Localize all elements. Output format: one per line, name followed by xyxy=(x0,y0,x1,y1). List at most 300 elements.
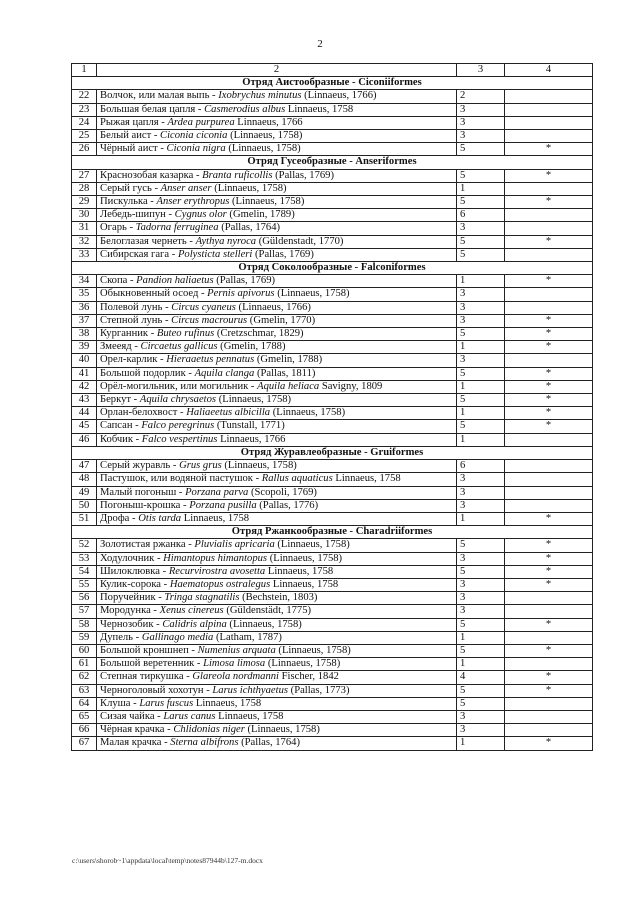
table-row xyxy=(72,486,593,499)
russian-name: Полевой лунь - xyxy=(100,301,172,313)
table-row xyxy=(72,460,593,473)
latin-name: Recurvirostra avosetta xyxy=(168,565,266,577)
russian-name: Скопа - xyxy=(100,275,137,287)
row-number: 23 xyxy=(72,103,97,116)
species-name-cell xyxy=(97,288,457,301)
species-name-cell xyxy=(97,209,457,222)
row-number: 39 xyxy=(72,341,97,354)
latin-name: Cygnus olor xyxy=(174,209,227,221)
row-number: 40 xyxy=(72,354,97,367)
row-number: 47 xyxy=(72,460,97,473)
row-number: 60 xyxy=(72,644,97,657)
author-citation: Linnaeus, 1758 xyxy=(270,578,339,590)
russian-name: Беркут - xyxy=(100,394,140,406)
species-name-cell xyxy=(97,433,457,446)
red-book-mark: * xyxy=(505,169,593,182)
status-category: 4 xyxy=(457,671,505,684)
status-category: 1 xyxy=(457,275,505,288)
table-row xyxy=(72,103,593,116)
red-book-mark xyxy=(505,433,593,446)
red-book-mark xyxy=(505,103,593,116)
red-book-mark xyxy=(505,209,593,222)
section-title: Отряд Аистообразные - Ciconiiformes xyxy=(72,77,593,90)
table-row xyxy=(72,552,593,565)
table-row xyxy=(72,697,593,710)
author-citation: Linnaeus, 1766 xyxy=(234,116,303,128)
row-number: 49 xyxy=(72,486,97,499)
red-book-mark xyxy=(505,605,593,618)
status-category: 3 xyxy=(457,605,505,618)
russian-name: Клуша - xyxy=(100,697,140,709)
latin-name: Gallinago media xyxy=(141,631,214,643)
species-name-cell xyxy=(97,103,457,116)
red-book-mark: * xyxy=(505,314,593,327)
species-name-cell xyxy=(97,539,457,552)
russian-name: Поручейник - xyxy=(100,592,165,604)
table-row xyxy=(72,209,593,222)
latin-name: Circus cyaneus xyxy=(171,301,236,313)
author-citation: (Linnaeus, 1758) xyxy=(226,618,302,630)
russian-name: Большая белая цапля - xyxy=(100,103,205,115)
russian-name: Шилоклювка - xyxy=(100,565,169,577)
latin-name: Ardea purpurea xyxy=(167,116,235,128)
species-name-cell xyxy=(97,130,457,143)
status-category: 3 xyxy=(457,592,505,605)
russian-name: Большой кроншнеп - xyxy=(100,644,198,656)
latin-name: Circaetus gallicus xyxy=(140,341,218,353)
latin-name: Pernis apivorus xyxy=(207,288,275,300)
species-name-cell xyxy=(97,697,457,710)
species-name-cell xyxy=(97,301,457,314)
species-name-cell xyxy=(97,341,457,354)
author-citation: (Gmelin, 1788) xyxy=(254,354,323,366)
status-category: 5 xyxy=(457,328,505,341)
species-name-cell xyxy=(97,710,457,723)
russian-name: Кобчик - xyxy=(100,433,142,445)
species-name-cell xyxy=(97,737,457,750)
status-category: 3 xyxy=(457,724,505,737)
author-citation: Savigny, 1809 xyxy=(319,380,383,392)
status-category: 6 xyxy=(457,209,505,222)
red-book-mark xyxy=(505,460,593,473)
page-number: 2 xyxy=(317,38,323,50)
latin-name: Pandion haliaetus xyxy=(136,275,214,287)
latin-name: Branta ruficollis xyxy=(202,169,273,181)
latin-name: Aythya nyroca xyxy=(195,235,257,247)
russian-name: Краснозобая казарка - xyxy=(100,169,203,181)
species-name-cell xyxy=(97,552,457,565)
table-row xyxy=(72,288,593,301)
species-name-cell xyxy=(97,182,457,195)
status-category: 3 xyxy=(457,116,505,129)
russian-name: Сизая чайка - xyxy=(100,710,164,722)
row-number: 30 xyxy=(72,209,97,222)
author-citation: (Linnaeus, 1758) xyxy=(225,143,301,155)
red-book-mark xyxy=(505,248,593,261)
table-row xyxy=(72,618,593,631)
red-book-mark xyxy=(505,130,593,143)
author-citation: Linnaeus, 1758 xyxy=(215,710,284,722)
status-category: 1 xyxy=(457,433,505,446)
status-category: 1 xyxy=(457,737,505,750)
russian-name: Обыкновенный осоед - xyxy=(100,288,208,300)
species-name-cell xyxy=(97,367,457,380)
russian-name: Малая крачка - xyxy=(100,737,171,749)
red-book-mark: * xyxy=(505,578,593,591)
section-header-row xyxy=(72,77,593,90)
red-book-mark xyxy=(505,499,593,512)
row-number: 33 xyxy=(72,248,97,261)
red-book-mark: * xyxy=(505,539,593,552)
russian-name: Волчок, или малая выпь - xyxy=(100,90,219,102)
table-row xyxy=(72,737,593,750)
species-name-cell xyxy=(97,684,457,697)
author-citation: (Pallas, 1769) xyxy=(213,275,276,287)
red-book-mark xyxy=(505,222,593,235)
red-book-mark: * xyxy=(505,552,593,565)
status-category: 3 xyxy=(457,552,505,565)
author-citation: (Gmelin, 1789) xyxy=(226,209,295,221)
russian-name: Кулик-сорока - xyxy=(100,578,170,590)
table-row xyxy=(72,380,593,393)
status-category: 5 xyxy=(457,644,505,657)
status-category: 6 xyxy=(457,460,505,473)
red-book-mark xyxy=(505,90,593,103)
latin-name: Limosa limosa xyxy=(203,658,266,670)
latin-name: Aquila heliaca xyxy=(257,380,320,392)
red-book-mark xyxy=(505,473,593,486)
table-row xyxy=(72,328,593,341)
species-name-cell xyxy=(97,222,457,235)
row-number: 56 xyxy=(72,592,97,605)
section-title: Отряд Гусеобразные - Anseriformes xyxy=(72,156,593,169)
red-book-mark xyxy=(505,116,593,129)
document-path-footer: c:\users\shorob~1\appdata\local\temp\notes87944b\127-m.docx xyxy=(72,856,263,865)
latin-name: Grus grus xyxy=(179,460,222,472)
row-number: 43 xyxy=(72,394,97,407)
red-book-mark: * xyxy=(505,341,593,354)
row-number: 63 xyxy=(72,684,97,697)
author-citation: (Linnaeus, 1758) xyxy=(265,658,341,670)
row-number: 51 xyxy=(72,512,97,525)
table-row xyxy=(72,407,593,420)
author-citation: (Pallas, 1776) xyxy=(256,499,319,511)
status-category: 5 xyxy=(457,618,505,631)
red-book-mark: * xyxy=(505,618,593,631)
row-number: 36 xyxy=(72,301,97,314)
species-name-cell xyxy=(97,473,457,486)
row-number: 29 xyxy=(72,196,97,209)
status-category: 1 xyxy=(457,512,505,525)
species-name-cell xyxy=(97,248,457,261)
species-name-cell xyxy=(97,671,457,684)
species-name-cell xyxy=(97,631,457,644)
table-row xyxy=(72,605,593,618)
author-citation: Linnaeus, 1758 xyxy=(332,473,401,485)
species-table-body xyxy=(72,64,593,751)
header-row xyxy=(72,64,593,77)
row-number: 28 xyxy=(72,182,97,195)
table-row xyxy=(72,565,593,578)
status-category: 5 xyxy=(457,565,505,578)
author-citation: (Pallas, 1764) xyxy=(238,737,300,749)
author-citation: (Linnaeus, 1766) xyxy=(235,301,311,313)
table-row xyxy=(72,433,593,446)
row-number: 52 xyxy=(72,539,97,552)
row-number: 22 xyxy=(72,90,97,103)
table-row xyxy=(72,631,593,644)
species-name-cell xyxy=(97,486,457,499)
red-book-mark: * xyxy=(505,143,593,156)
table-row xyxy=(72,341,593,354)
red-book-mark xyxy=(505,697,593,710)
status-category: 3 xyxy=(457,354,505,367)
author-citation: (Linnaeus, 1758) xyxy=(211,182,287,194)
author-citation: (Pallas, 1764) xyxy=(218,222,281,234)
author-citation: (Gmelin, 1770) xyxy=(247,314,316,326)
status-category: 1 xyxy=(457,341,505,354)
table-row xyxy=(72,130,593,143)
russian-name: Чернозобик - xyxy=(100,618,163,630)
red-book-mark: * xyxy=(505,380,593,393)
species-name-cell xyxy=(97,512,457,525)
table-row xyxy=(72,182,593,195)
russian-name: Большой веретенник - xyxy=(100,658,204,670)
latin-name: Casmerodius albus xyxy=(204,103,286,115)
russian-name: Орёл-могильник, или могильник - xyxy=(100,380,258,392)
status-category: 5 xyxy=(457,169,505,182)
latin-name: Glareola nordmanni xyxy=(192,671,280,683)
author-citation: (Linnaeus, 1758) xyxy=(227,130,303,142)
red-book-mark: * xyxy=(505,367,593,380)
table-row xyxy=(72,724,593,737)
red-book-mark xyxy=(505,354,593,367)
author-citation: (Cretzschmar, 1829) xyxy=(214,328,304,340)
species-name-cell xyxy=(97,407,457,420)
header-cell-2: 2 xyxy=(97,64,457,77)
latin-name: Otis tarda xyxy=(138,512,182,524)
table-row xyxy=(72,710,593,723)
table-row xyxy=(72,354,593,367)
species-name-cell xyxy=(97,275,457,288)
status-category: 3 xyxy=(457,301,505,314)
row-number: 64 xyxy=(72,697,97,710)
status-category: 5 xyxy=(457,394,505,407)
latin-name: Aquila clanga xyxy=(194,367,255,379)
russian-name: Малый погоныш - xyxy=(100,486,186,498)
latin-name: Larus canus xyxy=(163,710,216,722)
red-book-mark: * xyxy=(505,420,593,433)
russian-name: Сибирская гага - xyxy=(100,248,178,260)
table-row xyxy=(72,90,593,103)
status-category: 3 xyxy=(457,314,505,327)
russian-name: Степной лунь - xyxy=(100,314,172,326)
latin-name: Circus macrourus xyxy=(171,314,248,326)
row-number: 55 xyxy=(72,578,97,591)
red-book-mark: * xyxy=(505,684,593,697)
latin-name: Porzana pusilla xyxy=(189,499,257,511)
table-row xyxy=(72,301,593,314)
table-row xyxy=(72,143,593,156)
table-row xyxy=(72,658,593,671)
latin-name: Sterna albifrons xyxy=(170,737,239,749)
red-book-mark xyxy=(505,486,593,499)
author-citation: (Linnaeus, 1758) xyxy=(244,724,320,736)
red-book-mark: * xyxy=(505,671,593,684)
status-category: 3 xyxy=(457,222,505,235)
table-row xyxy=(72,169,593,182)
russian-name: Серый гусь - xyxy=(100,182,161,194)
section-header-row xyxy=(72,446,593,459)
species-name-cell xyxy=(97,380,457,393)
table-row xyxy=(72,644,593,657)
status-category: 5 xyxy=(457,196,505,209)
red-book-mark xyxy=(505,592,593,605)
table-row xyxy=(72,196,593,209)
latin-name: Porzana parva xyxy=(185,486,249,498)
author-citation: (Linnaeus, 1758) xyxy=(267,552,343,564)
author-citation: (Linnaeus, 1758) xyxy=(229,196,305,208)
status-category: 2 xyxy=(457,90,505,103)
species-name-cell xyxy=(97,724,457,737)
species-name-cell xyxy=(97,644,457,657)
species-name-cell xyxy=(97,565,457,578)
author-citation: (Güldenstadt, 1770) xyxy=(256,235,344,247)
status-category: 1 xyxy=(457,407,505,420)
author-citation: Linnaeus, 1758 xyxy=(285,103,354,115)
latin-name: Buteo rufinus xyxy=(156,328,215,340)
species-name-cell xyxy=(97,578,457,591)
row-number: 42 xyxy=(72,380,97,393)
red-book-mark: * xyxy=(505,394,593,407)
latin-name: Larus ichthyaetus xyxy=(212,684,289,696)
species-name-cell xyxy=(97,460,457,473)
row-number: 41 xyxy=(72,367,97,380)
row-number: 53 xyxy=(72,552,97,565)
section-header-row xyxy=(72,262,593,275)
row-number: 58 xyxy=(72,618,97,631)
row-number: 57 xyxy=(72,605,97,618)
russian-name: Сапсан - xyxy=(100,420,142,432)
species-name-cell xyxy=(97,116,457,129)
species-name-cell xyxy=(97,499,457,512)
species-name-cell xyxy=(97,196,457,209)
red-book-mark: * xyxy=(505,737,593,750)
red-book-mark: * xyxy=(505,644,593,657)
table-row xyxy=(72,235,593,248)
red-book-mark: * xyxy=(505,275,593,288)
section-title: Отряд Соколообразные - Falconiformes xyxy=(72,262,593,275)
russian-name: Чёрный аист - xyxy=(100,143,167,155)
status-category: 3 xyxy=(457,578,505,591)
header-cell-4: 4 xyxy=(505,64,593,77)
red-book-mark: * xyxy=(505,407,593,420)
russian-name: Рыжая цапля - xyxy=(100,116,168,128)
row-number: 34 xyxy=(72,275,97,288)
table-row xyxy=(72,592,593,605)
latin-name: Haliaeetus albicilla xyxy=(186,407,271,419)
author-citation: (Linnaeus, 1758) xyxy=(270,407,346,419)
latin-name: Xenus cinereus xyxy=(159,605,224,617)
author-citation: Linnaeus, 1758 xyxy=(193,697,262,709)
latin-name: Calidris alpina xyxy=(162,618,227,630)
author-citation: (Güldenstädt, 1775) xyxy=(223,605,312,617)
red-book-mark xyxy=(505,301,593,314)
red-book-mark xyxy=(505,724,593,737)
latin-name: Rallus aquaticus xyxy=(261,473,333,485)
red-book-mark xyxy=(505,710,593,723)
row-number: 61 xyxy=(72,658,97,671)
latin-name: Anser anser xyxy=(160,182,212,194)
species-name-cell xyxy=(97,658,457,671)
status-category: 3 xyxy=(457,288,505,301)
latin-name: Aquila chrysaetos xyxy=(139,394,217,406)
russian-name: Змееяд - xyxy=(100,341,141,353)
red-book-mark: * xyxy=(505,512,593,525)
status-category: 3 xyxy=(457,486,505,499)
latin-name: Haematopus ostralegus xyxy=(169,578,271,590)
table-row xyxy=(72,248,593,261)
table-row xyxy=(72,473,593,486)
red-book-mark xyxy=(505,182,593,195)
author-citation: Fischer, 1842 xyxy=(279,671,339,683)
table-row xyxy=(72,420,593,433)
author-citation: (Linnaeus, 1758) xyxy=(274,288,350,300)
section-header-row xyxy=(72,526,593,539)
species-name-cell xyxy=(97,314,457,327)
latin-name: Falco peregrinus xyxy=(141,420,215,432)
row-number: 35 xyxy=(72,288,97,301)
status-category: 1 xyxy=(457,631,505,644)
latin-name: Tadorna ferruginea xyxy=(135,222,219,234)
section-title: Отряд Ржанкообразные - Charadriiformes xyxy=(72,526,593,539)
author-citation: (Pallas, 1769) xyxy=(252,248,314,260)
row-number: 67 xyxy=(72,737,97,750)
russian-name: Черноголовый хохотун - xyxy=(100,684,213,696)
table-row xyxy=(72,394,593,407)
author-citation: (Bechstein, 1803) xyxy=(239,592,318,604)
status-category: 1 xyxy=(457,380,505,393)
russian-name: Курганник - xyxy=(100,328,157,340)
latin-name: Pluvialis apricaria xyxy=(194,539,275,551)
latin-name: Tringa stagnatilis xyxy=(164,592,240,604)
row-number: 24 xyxy=(72,116,97,129)
table-row xyxy=(72,314,593,327)
red-book-mark: * xyxy=(505,235,593,248)
red-book-mark xyxy=(505,658,593,671)
table-row xyxy=(72,116,593,129)
header-cell-1: 1 xyxy=(72,64,97,77)
russian-name: Дрофа - xyxy=(100,512,139,524)
row-number: 38 xyxy=(72,328,97,341)
latin-name: Numenius arquata xyxy=(197,644,276,656)
author-citation: Linnaeus, 1766 xyxy=(217,433,286,445)
russian-name: Чёрная крачка - xyxy=(100,724,174,736)
author-citation: (Pallas, 1773) xyxy=(288,684,350,696)
latin-name: Anser erythropus xyxy=(156,196,230,208)
red-book-mark: * xyxy=(505,196,593,209)
latin-name: Polysticta stelleri xyxy=(177,248,253,260)
author-citation: Linnaeus, 1758 xyxy=(265,565,334,577)
russian-name: Орел-карлик - xyxy=(100,354,167,366)
russian-name: Большой подорлик - xyxy=(100,367,195,379)
status-category: 1 xyxy=(457,182,505,195)
latin-name: Himantopus himantopus xyxy=(163,552,268,564)
species-name-cell xyxy=(97,420,457,433)
table-row xyxy=(72,578,593,591)
species-name-cell xyxy=(97,354,457,367)
row-number: 46 xyxy=(72,433,97,446)
